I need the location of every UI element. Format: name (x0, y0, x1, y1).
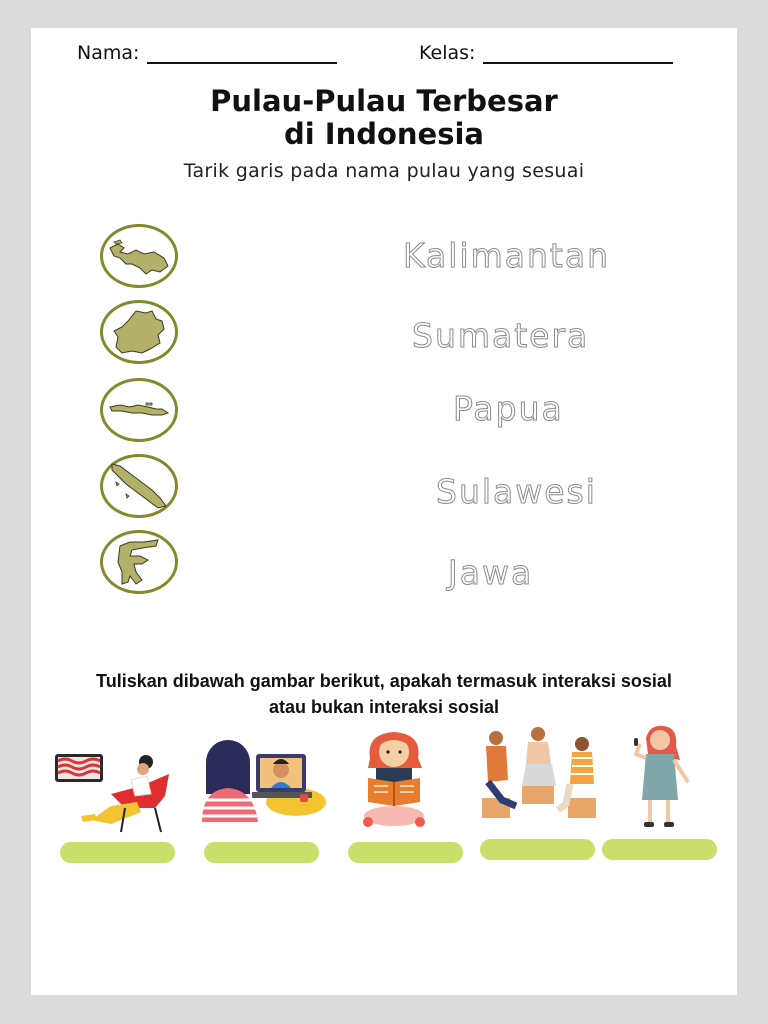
class-field[interactable] (419, 42, 673, 64)
map-badge-4[interactable] (100, 454, 178, 518)
people-talking-icon (476, 724, 601, 829)
instruction-text (31, 668, 737, 720)
papua-map-icon (106, 234, 172, 278)
picture-5 (626, 724, 696, 838)
class-label: Kelas: (419, 42, 476, 64)
island-name-sulawesi[interactable]: Sulawesi (436, 472, 597, 511)
name-label: Nama: (77, 42, 140, 64)
video-call-icon (196, 724, 326, 834)
worksheet-title-line-1: Pulau-Pulau Terbesar (210, 84, 558, 118)
picture-2 (196, 724, 326, 838)
picture-4 (476, 724, 601, 833)
picture-1 (51, 724, 176, 838)
answer-field-5[interactable] (602, 839, 717, 860)
kalimantan-map-icon (106, 307, 172, 357)
worksheet-subtitle: Tarik garis pada nama pulau yang sesuai (183, 160, 585, 182)
name-field[interactable] (77, 42, 337, 64)
person-watching-tv-icon (51, 724, 176, 834)
answer-field-2[interactable] (204, 842, 319, 863)
island-name-kalimantan[interactable]: Kalimantan (403, 236, 610, 275)
sulawesi-map-icon (106, 536, 172, 588)
map-badge-5[interactable] (100, 530, 178, 594)
answer-field-3[interactable] (348, 842, 463, 863)
map-badge-1[interactable] (100, 224, 178, 288)
worksheet-page (31, 28, 737, 995)
girl-singing-icon (626, 724, 696, 834)
island-name-jawa[interactable]: Jawa (448, 553, 534, 592)
map-badge-3[interactable] (100, 378, 178, 442)
class-blank-line[interactable] (483, 42, 673, 64)
instruction-line-1: Tuliskan dibawah gambar berikut, apakah termasuk interaksi sosial (96, 671, 672, 691)
girl-reading-book-icon (356, 724, 436, 834)
instruction-line-2: atau bukan interaksi sosial (268, 697, 500, 717)
picture-3 (356, 724, 436, 838)
name-blank-line[interactable] (147, 42, 337, 64)
answer-field-4[interactable] (480, 839, 595, 860)
answer-field-1[interactable] (60, 842, 175, 863)
island-name-sumatera[interactable]: Sumatera (412, 316, 590, 355)
sumatera-map-icon (106, 460, 172, 512)
island-name-papua[interactable]: Papua (453, 389, 564, 428)
worksheet-title-line-2: di Indonesia (284, 117, 484, 151)
jawa-map-icon (106, 395, 172, 425)
map-badge-2[interactable] (100, 300, 178, 364)
